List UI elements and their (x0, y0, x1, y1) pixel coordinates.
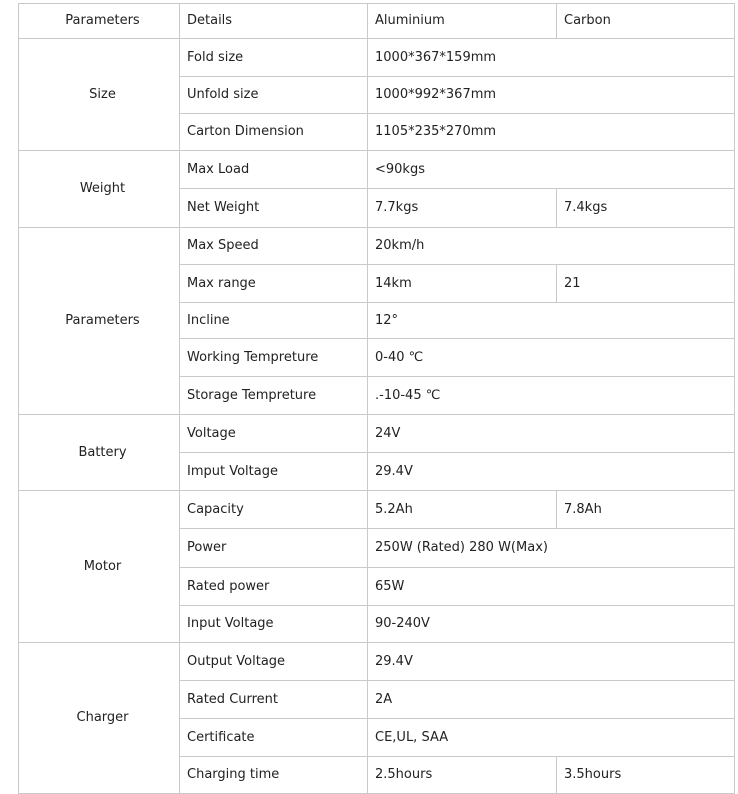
value-net-weight-aluminium: 7.7kgs (368, 189, 557, 228)
group-battery: Battery (19, 415, 180, 491)
label-incline: Incline (180, 303, 368, 339)
header-parameters: Parameters (19, 4, 180, 39)
label-rated-current: Rated Current (180, 681, 368, 719)
label-fold-size: Fold size (180, 39, 368, 77)
group-weight: Weight (19, 151, 180, 228)
value-capacity-carbon: 7.8Ah (557, 491, 735, 529)
label-imput-voltage: Imput Voltage (180, 453, 368, 491)
label-power: Power (180, 529, 368, 568)
group-parameters: Parameters (19, 228, 180, 415)
value-certificate: CE,UL, SAA (368, 719, 735, 757)
label-capacity: Capacity (180, 491, 368, 529)
group-size: Size (19, 39, 180, 151)
value-max-range-carbon: 21 (557, 265, 735, 303)
spec-table (18, 3, 735, 794)
label-certificate: Certificate (180, 719, 368, 757)
value-unfold-size: 1000*992*367mm (368, 77, 735, 114)
label-rated-power: Rated power (180, 568, 368, 606)
value-power: 250W (Rated) 280 W(Max) (368, 529, 735, 568)
table-row (19, 643, 735, 681)
header-carbon: Carbon (557, 4, 735, 39)
label-max-load: Max Load (180, 151, 368, 189)
value-charging-time-carbon: 3.5hours (557, 757, 735, 794)
table-row (19, 415, 735, 453)
label-carton-dimension: Carton Dimension (180, 114, 368, 151)
label-voltage: Voltage (180, 415, 368, 453)
value-fold-size: 1000*367*159mm (368, 39, 735, 77)
value-imput-voltage: 29.4V (368, 453, 735, 491)
value-carton-dimension: 1105*235*270mm (368, 114, 735, 151)
value-net-weight-carbon: 7.4kgs (557, 189, 735, 228)
value-capacity-aluminium: 5.2Ah (368, 491, 557, 529)
value-input-voltage: 90-240V (368, 606, 735, 643)
header-aluminium: Aluminium (368, 4, 557, 39)
header-row (19, 4, 735, 39)
value-charging-time-aluminium: 2.5hours (368, 757, 557, 794)
label-output-voltage: Output Voltage (180, 643, 368, 681)
value-storage-temperature: .-10-45 ℃ (368, 377, 735, 415)
label-working-temperature: Working Tempreture (180, 339, 368, 377)
value-incline: 12° (368, 303, 735, 339)
label-max-range: Max range (180, 265, 368, 303)
group-motor: Motor (19, 491, 180, 643)
value-max-range-aluminium: 14km (368, 265, 557, 303)
group-charger: Charger (19, 643, 180, 794)
table-row (19, 151, 735, 189)
table-row (19, 491, 735, 529)
value-voltage: 24V (368, 415, 735, 453)
value-working-temperature: 0-40 ℃ (368, 339, 735, 377)
label-net-weight: Net Weight (180, 189, 368, 228)
label-input-voltage: Input Voltage (180, 606, 368, 643)
value-rated-power: 65W (368, 568, 735, 606)
label-storage-temperature: Storage Tempreture (180, 377, 368, 415)
value-max-load: <90kgs (368, 151, 735, 189)
table-row (19, 228, 735, 265)
value-max-speed: 20km/h (368, 228, 735, 265)
table-row (19, 39, 735, 77)
value-rated-current: 2A (368, 681, 735, 719)
label-max-speed: Max Speed (180, 228, 368, 265)
header-details: Details (180, 4, 368, 39)
label-unfold-size: Unfold size (180, 77, 368, 114)
value-output-voltage: 29.4V (368, 643, 735, 681)
label-charging-time: Charging time (180, 757, 368, 794)
